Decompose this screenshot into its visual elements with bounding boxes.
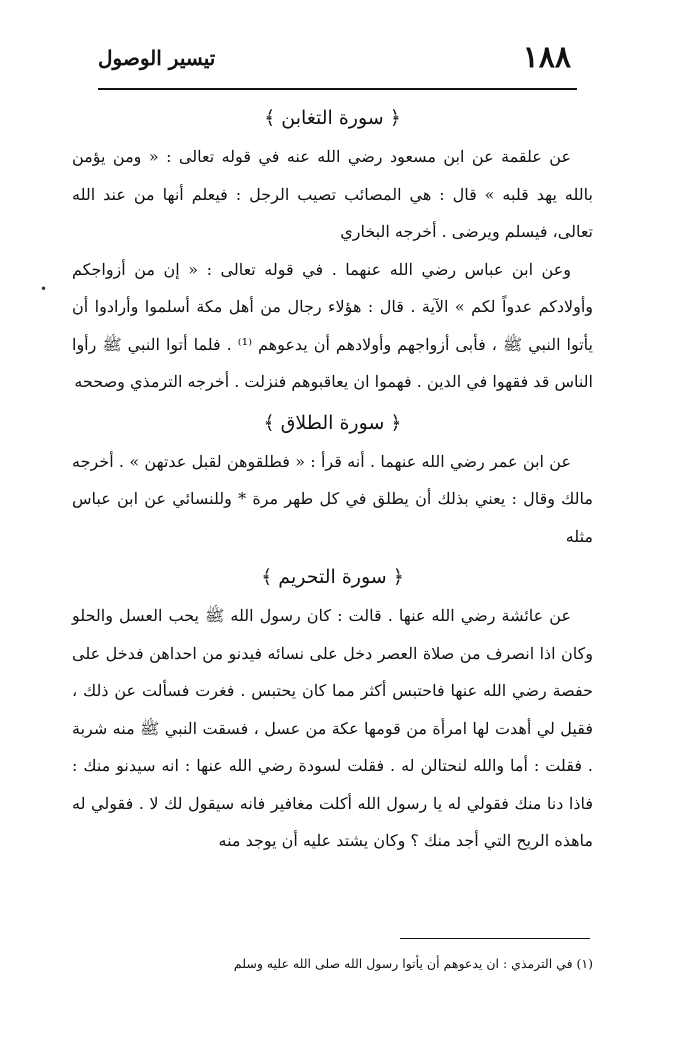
paragraph-text: عن ابن عمر رضي الله عنهما . أنه قرأ : « فطلقوهن لقبل عدتهن » . أخرجه مالك وقال : يعني بذلك أن يطلق في كل طهر مرة * وللنسائي عن ابن عباس مثله: [72, 451, 593, 546]
paragraph-talaq-1: [72, 443, 593, 556]
paragraph-taghabun-1: [72, 138, 593, 251]
margin-mark: •: [40, 282, 48, 296]
running-head: [98, 40, 571, 80]
footnote-rule: [400, 938, 590, 939]
paragraph-taghabun-2: [72, 251, 593, 401]
paragraph-tahrim-1: [72, 597, 593, 860]
paragraph-text: عن علقمة عن ابن مسعود رضي الله عنه في قوله تعالى : « ومن يؤمن بالله يهد قلبه » قال : هي المصائب تصيب الرجل : فيعلم أنها من عند الله تعالى، فيسلم ويرضى . أخرجه البخاري: [72, 147, 593, 241]
section-heading-tahrim: ﴿ سورة التحريم ﴾: [261, 566, 404, 588]
page-number: ١٨٨: [522, 40, 571, 75]
page-body: [72, 98, 593, 860]
section-heading-taghabun: ﴿ سورة التغابن ﴾: [264, 107, 401, 129]
book-title: تيسير الوصول: [98, 46, 216, 70]
footnote: (١) في الترمذي : ان يدعوهم أن يأتوا رسول الله صلى الله عليه وسلم: [233, 956, 593, 971]
paragraph-text: عن عائشة رضي الله عنها . قالت : كان رسول الله ﷺ يحب العسل والحلو وكان اذا انصرف من صلاة العصر دخل على نسائه فيدنو من احداهن فدخل على حفصة رضي الله عنها فاحتبس أكثر مما كان يحتبس . فغرت فسألت عن ذلك ، فقيل لي أهدت لها امرأة من قومها عكة من عسل ، فسقت النبي ﷺ منه شربة . فقلت : أما والله لنحتالن له . فقلت لسودة رضي الله عنها : انه سيدنو منك : فاذا دنا منك فقولي له يا رسول الله أكلت مغافير فانه سيقول لك لا . فقولي له ماهذه الريح التي أجد منك ؟ وكان يشتد عليه أن يوجد منه: [72, 606, 593, 850]
header-rule: [98, 88, 577, 90]
section-heading-talaq: ﴿ سورة الطلاق ﴾: [263, 411, 402, 434]
paragraph-text: وعن ابن عباس رضي الله عنهما . في قوله تعالى : « إن من أزواجكم وأولادكم عدواً لكم » الآية . قال : هؤلاء رجال من أهل مكة أسلموا وأرادوا أن يأتوا النبي ﷺ ، فأبى أزواجهم وأولادهم أن يدعوهم ⁽¹⁾ . فلما أتوا النبي ﷺ رأوا الناس قد فقهوا في الدين . فهموا ان يعاقبوهم فنزلت . أخرجه الترمذي وصححه: [72, 259, 594, 391]
